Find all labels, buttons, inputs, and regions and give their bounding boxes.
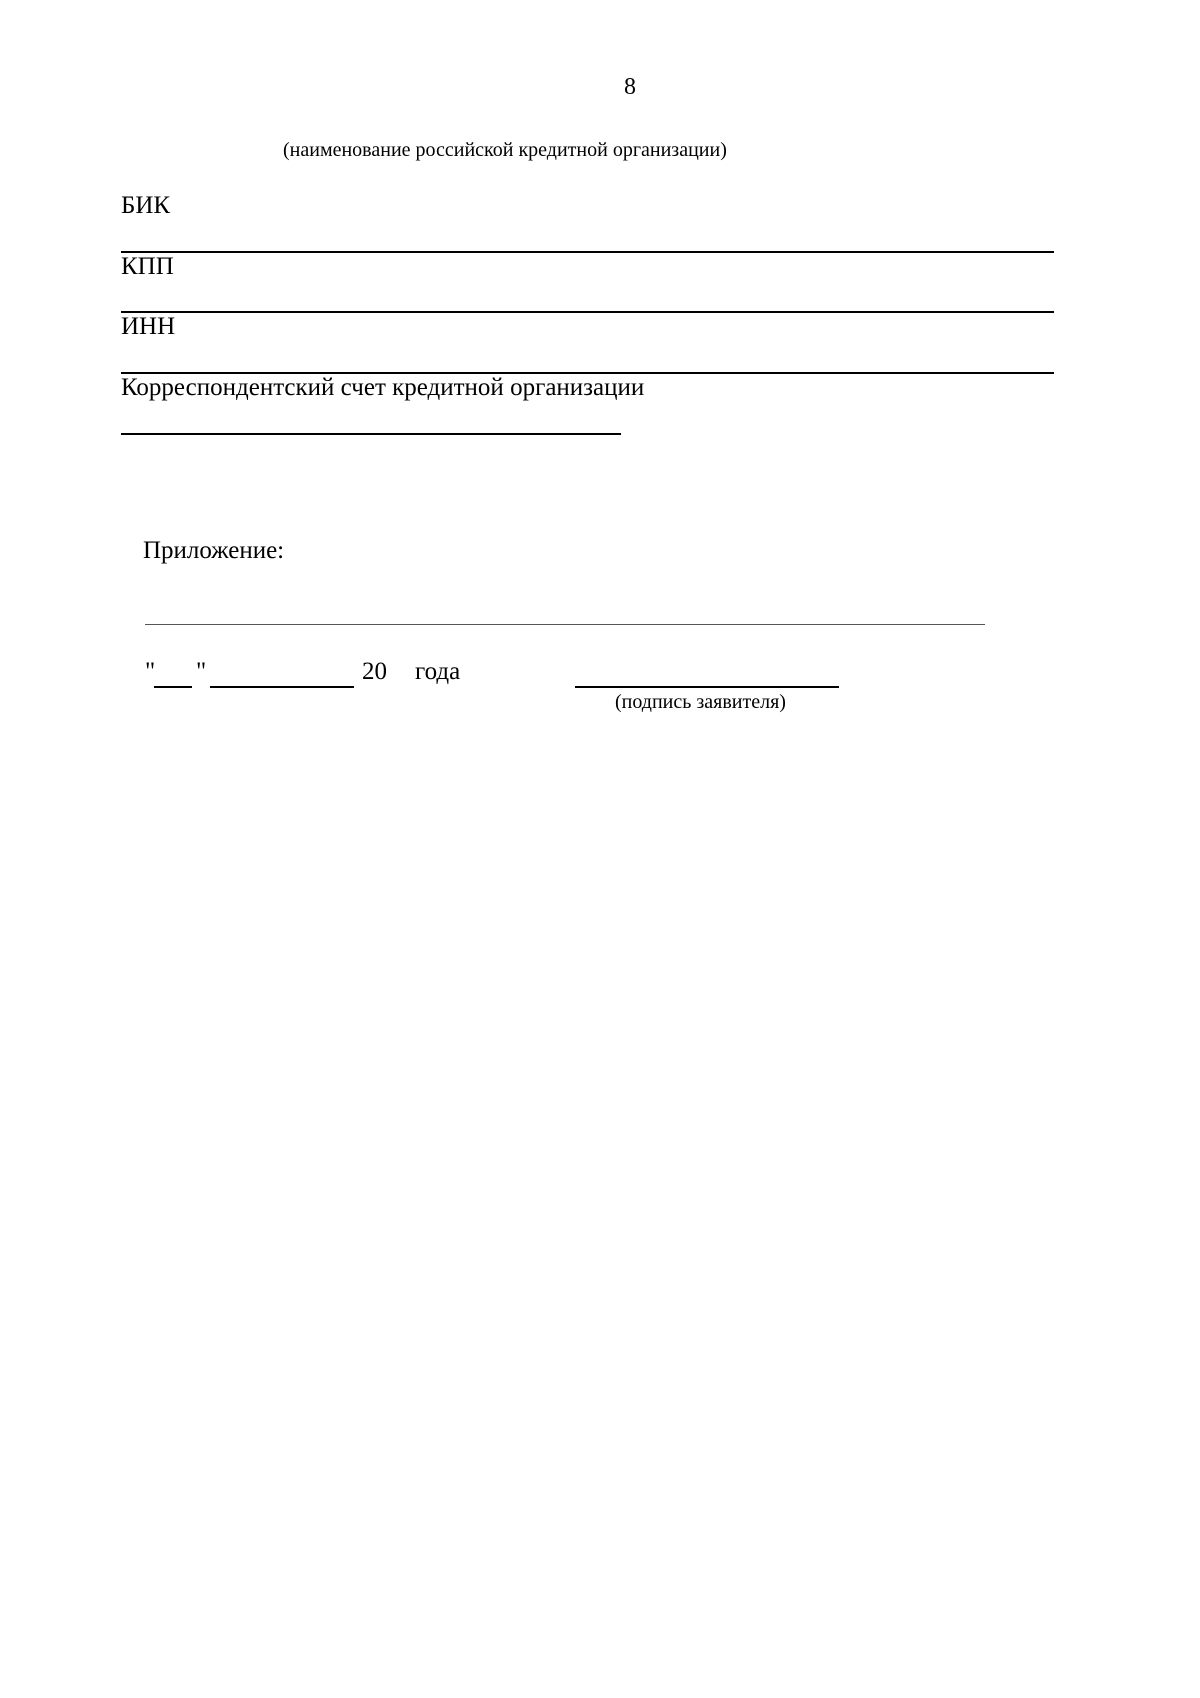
bik-input-line[interactable] bbox=[121, 251, 1054, 253]
corr-account-input-line[interactable] bbox=[121, 433, 621, 435]
page-number: 8 bbox=[624, 74, 636, 100]
date-day-line[interactable] bbox=[154, 686, 192, 688]
annex-label: Приложение: bbox=[143, 537, 285, 564]
date-year-prefix: 20 bbox=[362, 658, 387, 685]
inn-label: ИНН bbox=[121, 313, 176, 340]
annex-input-line[interactable] bbox=[145, 624, 985, 625]
kpp-label: КПП bbox=[121, 253, 174, 280]
kpp-input-line[interactable] bbox=[121, 311, 1054, 313]
signature-line[interactable] bbox=[575, 686, 839, 688]
signature-caption: (подпись заявителя) bbox=[615, 691, 786, 713]
date-quote-close: " bbox=[196, 658, 207, 685]
date-quote-open: " bbox=[145, 658, 156, 685]
date-month-line[interactable] bbox=[210, 686, 354, 688]
bik-label: БИК bbox=[121, 192, 171, 219]
date-year-suffix: года bbox=[415, 658, 461, 685]
corr-account-label: Корреспондентский счет кредитной организации bbox=[121, 374, 645, 401]
org-name-caption: (наименование российской кредитной организации) bbox=[283, 139, 727, 161]
